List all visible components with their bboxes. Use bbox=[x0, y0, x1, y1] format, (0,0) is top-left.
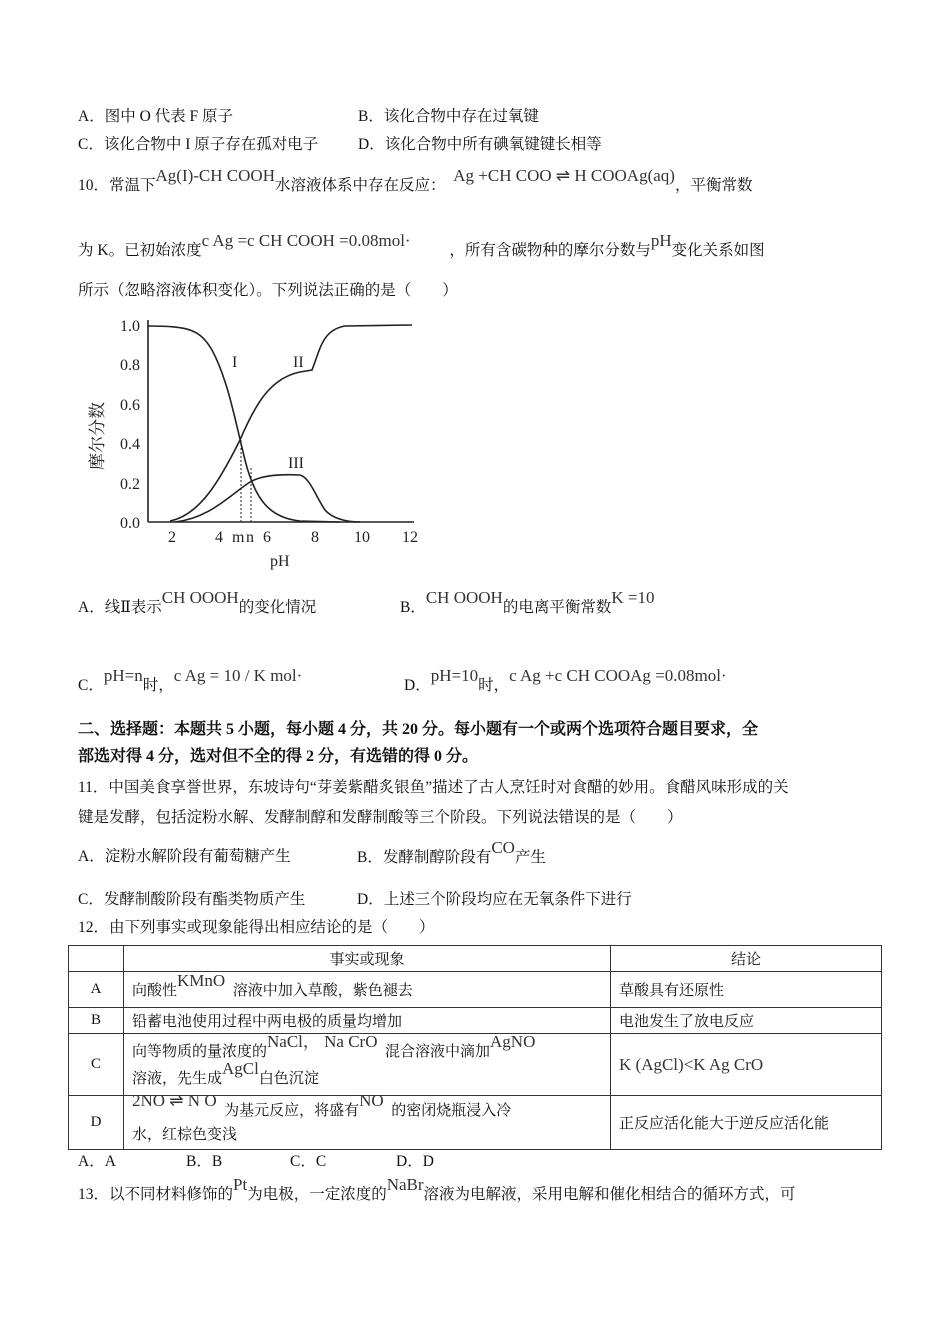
x-tick: 12 bbox=[402, 529, 418, 546]
table-row: D 2NO ⇌ N O 为基元反应，将盛有NO 的密闭烧瓶浸入冷 水，红棕色变浅 正反应活化能大于逆反应活化能 bbox=[69, 1096, 882, 1150]
x-tick: 6 bbox=[263, 529, 271, 546]
n-label: n bbox=[246, 529, 254, 546]
q10-option-b: B．CH OOOH的电离平衡常数K =10 bbox=[400, 588, 655, 616]
curve-label-III: III bbox=[288, 455, 304, 472]
section-heading-cont: 部选对得 4 分，选对但不全的得 2 分，有选错的得 0 分。 bbox=[78, 748, 479, 765]
q10-option-c: C．pH=n时，c Ag = 10 / K mol· bbox=[78, 666, 303, 694]
q10-line1: 10．常温下Ag(I)-CH COOH水溶液体系中存在反应： Ag +CH COO ⇌ H COOAg(aq)，平衡常数 bbox=[78, 166, 753, 194]
q13-stem: 13．以不同材料修饰的Pt为电极，一定浓度的NaBr溶液为电解液，采用电解和催化相结合的循环方式，可 bbox=[78, 1175, 796, 1203]
y-tick: 0.4 bbox=[120, 436, 140, 453]
q12-table bbox=[68, 945, 882, 1150]
q10-line2: 为 K。已初始浓度c Ag =c CH COOH =0.08mol· ，所有含碳物种的摩尔分数与pH变化关系如图 bbox=[78, 231, 765, 259]
y-tick: 1.0 bbox=[120, 318, 140, 335]
table-row: C 向等物质的量浓度的NaCl， Na CrO 混合溶液中滴加AgNO 溶液，先生成AgCl白色沉淀 K (AgCl)<K Ag CrO bbox=[69, 1034, 882, 1096]
curve-label-I: I bbox=[232, 354, 238, 371]
q9-option-b: B．该化合物中存在过氧键 bbox=[358, 108, 539, 125]
section-heading: 二、选择题：本题共 5 小题，每小题 4 分，共 20 分。每小题有一个或两个选项符合题目要求，全 bbox=[78, 721, 759, 738]
mole-fraction-figure bbox=[80, 310, 430, 575]
q12-option-a: A．A bbox=[78, 1153, 116, 1170]
q11-option-d: D．上述三个阶段均应在无氧条件下进行 bbox=[357, 891, 632, 908]
y-tick: 0.2 bbox=[120, 476, 140, 493]
y-tick: 0.8 bbox=[120, 357, 140, 374]
x-tick: 4 bbox=[215, 529, 223, 546]
q10-option-a: A．线Ⅱ表示CH OOOH的变化情况 bbox=[78, 588, 317, 616]
x-tick: 8 bbox=[311, 529, 319, 546]
q10-line3: 所示（忽略溶液体积变化）。下列说法正确的是（ ） bbox=[78, 282, 458, 299]
q11-stem: 11．中国美食享誉世界，东坡诗句“芽姜紫醋炙银鱼”描述了古人烹饪时对食醋的妙用。食醋风味形成的关 bbox=[78, 779, 789, 796]
table-header: 事实或现象 结论 bbox=[69, 946, 882, 972]
q9-option-d: D．该化合物中所有碘氧键键长相等 bbox=[358, 136, 602, 153]
table-row: A 向酸性KMnO 溶液中加入草酸，紫色褪去 草酸具有还原性 bbox=[69, 972, 882, 1008]
q11-option-b: B．发酵制醇阶段有CO产生 bbox=[357, 838, 546, 866]
q9-option-c: C．该化合物中 I 原子存在孤对电子 bbox=[78, 136, 319, 153]
curve-III bbox=[175, 475, 360, 522]
curve-I bbox=[148, 326, 340, 522]
x-tick: 2 bbox=[168, 529, 176, 546]
q11-stem-cont: 键是发酵，包括淀粉水解、发酵制醇和发酵制酸等三个阶段。下列说法错误的是（ ） bbox=[78, 809, 683, 826]
m-label: m bbox=[232, 529, 245, 546]
curve-II bbox=[170, 325, 412, 521]
q9-option-a: A．图中 O 代表 F 原子 bbox=[78, 108, 234, 125]
x-axis-label: pH bbox=[270, 553, 290, 570]
q11-option-c: C．发酵制酸阶段有酯类物质产生 bbox=[78, 891, 306, 908]
q12-option-c: C．C bbox=[290, 1153, 327, 1170]
table-row: B 铅蓄电池使用过程中两电极的质量均增加 电池发生了放电反应 bbox=[69, 1008, 882, 1034]
q12-option-b: B．B bbox=[186, 1153, 223, 1170]
y-tick: 0.6 bbox=[120, 397, 140, 414]
y-tick: 0.0 bbox=[120, 515, 140, 532]
curve-label-II: II bbox=[293, 354, 304, 371]
q10-option-d: D．pH=10时，c Ag +c CH COOAg =0.08mol· bbox=[404, 666, 727, 694]
q12-stem: 12．由下列事实或现象能得出相应结论的是（ ） bbox=[78, 919, 435, 936]
q12-option-d: D．D bbox=[396, 1153, 434, 1170]
q11-option-a: A．淀粉水解阶段有葡萄糖产生 bbox=[78, 848, 291, 865]
x-tick: 10 bbox=[354, 529, 370, 546]
y-axis-label: 摩尔分数 bbox=[88, 402, 107, 470]
